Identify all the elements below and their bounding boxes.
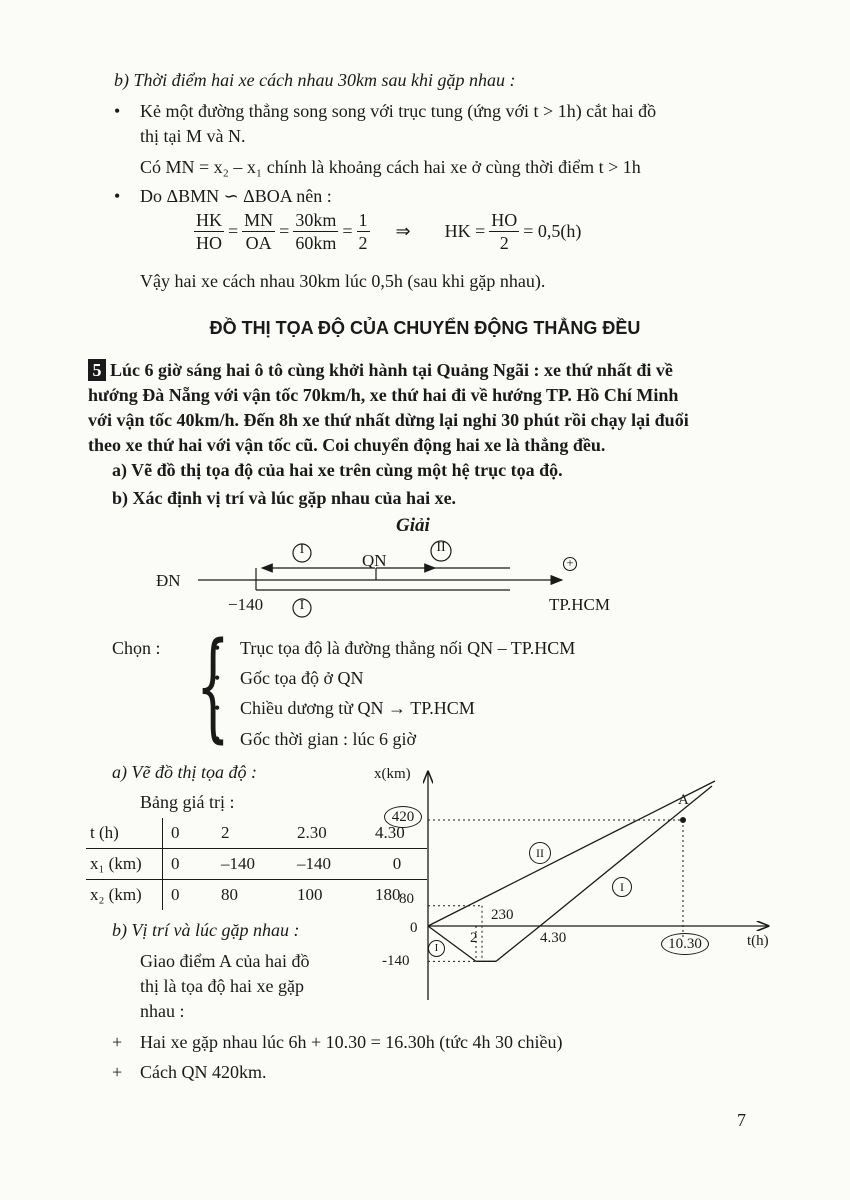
y-label-m140: -140 bbox=[382, 953, 410, 969]
road-dn: ĐN bbox=[156, 571, 181, 590]
table-cell: 0 bbox=[367, 849, 427, 880]
problem-line-1 bbox=[88, 358, 768, 383]
table-cell: x₁ (km) bbox=[86, 849, 163, 880]
chon-item-1: • Gốc tọa độ ở QN bbox=[240, 668, 364, 689]
mn-note: Có MN = x₂ – x₁ chính là khoảng cách hai xe ở cùng thời điểm t > 1h bbox=[140, 157, 641, 177]
frac-num: HO bbox=[491, 210, 518, 230]
table-cell: 100 bbox=[289, 880, 367, 911]
frac-num: 30km bbox=[295, 210, 337, 230]
problem-line-3: với vận tốc 40km/h. Đến 8h xe thứ nhất dừng lại nghỉ 30 phút rồi chạy lại đuổi bbox=[88, 410, 689, 430]
y-label-420: 420 bbox=[384, 806, 422, 828]
point-a bbox=[680, 817, 686, 823]
bullet-similar-triangles bbox=[140, 186, 332, 207]
plus-line-1 bbox=[112, 1032, 562, 1053]
frac-den: 2 bbox=[358, 233, 368, 253]
section-title: ĐỒ THỊ TỌA ĐỘ CỦA CHUYỂN ĐỘNG THẲNG ĐỀU bbox=[209, 318, 641, 338]
similar-triangles-text: Do ΔBMN ∽ ΔBOA nên : bbox=[140, 186, 332, 206]
point-a-label: A bbox=[678, 792, 689, 808]
bullet-parallel-line-2: thị tại M và N. bbox=[140, 126, 246, 146]
road-car1-return-label: I bbox=[299, 598, 305, 613]
frac-den: OA bbox=[245, 233, 272, 253]
table-cell: 2 bbox=[221, 823, 230, 842]
implies-arrow: ⇒ bbox=[395, 221, 411, 241]
frac-den: 2 bbox=[499, 233, 509, 253]
bullet-parallel-line-1: Kẻ một đường thẳng song song với trục tung (ứng với t > 1h) cắt hai đồ bbox=[140, 101, 657, 121]
table-cell: 0 bbox=[171, 823, 180, 842]
frac-mn-oa bbox=[242, 209, 275, 254]
page-number: 7 bbox=[737, 1110, 746, 1130]
table-cell: 4.30 bbox=[375, 823, 405, 842]
problem-number: 5 bbox=[88, 359, 106, 381]
table-cell: 0 bbox=[163, 849, 214, 880]
y-label-0: 0 bbox=[410, 920, 418, 936]
frac-hk-ho bbox=[194, 209, 224, 254]
line-car1-segment-3 bbox=[496, 926, 540, 961]
frac-den: HO bbox=[196, 233, 222, 253]
line-car2 bbox=[428, 781, 715, 926]
equals-sign: = bbox=[342, 221, 353, 241]
frac-num: MN bbox=[244, 210, 274, 230]
coordinate-graph bbox=[370, 760, 790, 1010]
problem-5 bbox=[88, 358, 768, 458]
meeting-distance: Cách QN 420km. bbox=[140, 1062, 267, 1082]
table-cell: –140 bbox=[213, 849, 289, 880]
equals-sign: = bbox=[228, 221, 239, 241]
x-axis-label: t(h) bbox=[747, 933, 769, 949]
line2-label: II bbox=[529, 842, 551, 864]
problem-line-2: hướng Đà Nẵng với vận tốc 70km/h, xe thứ hai đi về hướng TP. Hồ Chí Minh bbox=[88, 385, 679, 405]
frac-1-2 bbox=[357, 209, 370, 254]
plus-sign: + bbox=[112, 1032, 123, 1052]
frac-num: HK bbox=[196, 210, 222, 230]
solution-title: Giải bbox=[396, 515, 430, 536]
table-cell: 80 bbox=[213, 880, 289, 911]
question-a: a) Vẽ đồ thị tọa độ của hai xe trên cùng một hệ trục tọa độ. bbox=[112, 460, 563, 480]
part-b-meeting-title: b) Vị trí và lúc gặp nhau : bbox=[112, 920, 300, 940]
road-hcm: TP.HCM bbox=[549, 595, 610, 614]
road-minus140: −140 bbox=[228, 595, 264, 614]
table-cell: 0 bbox=[163, 880, 214, 911]
frac-den: 60km bbox=[295, 233, 337, 253]
t-label-1030: 10.30 bbox=[661, 933, 709, 955]
start1-label: I bbox=[428, 940, 445, 957]
table-title: Bảng giá trị : bbox=[140, 792, 235, 812]
road-qn: QN bbox=[362, 551, 387, 570]
part-b-text-3: nhau : bbox=[140, 1001, 185, 1021]
meeting-time: Hai xe gặp nhau lúc 6h + 10.30 = 16.30h (tức 4h 30 chiều) bbox=[140, 1032, 563, 1052]
plus-sign: + bbox=[112, 1062, 123, 1082]
part-b-title: b) Thời điểm hai xe cách nhau 30km sau khi gặp nhau : bbox=[114, 70, 516, 90]
table-cell: 2.30 bbox=[297, 823, 327, 842]
y-axis-label: x(km) bbox=[374, 766, 411, 782]
plus-line-2 bbox=[112, 1062, 266, 1083]
t-label-230: 230 bbox=[491, 907, 514, 923]
road-car2-label: II bbox=[436, 540, 446, 555]
problem-text: Lúc 6 giờ sáng hai ô tô cùng khởi hành tại Quảng Ngãi : xe thứ nhất đi về bbox=[110, 360, 673, 380]
chon-item-3: • Gốc thời gian : lúc 6 giờ bbox=[240, 729, 416, 750]
road-car1-label: I bbox=[299, 542, 305, 557]
chon-label: Chọn : bbox=[112, 638, 161, 658]
ratio-equation bbox=[190, 209, 581, 254]
chon-item-2: • Chiều dương từ QN → TP.HCM bbox=[240, 698, 475, 719]
table-cell: x₂ (km) bbox=[86, 880, 163, 911]
t-label-430: 4.30 bbox=[540, 930, 567, 946]
hk-lhs: HK = bbox=[444, 221, 486, 241]
table-cell: 180 bbox=[367, 880, 427, 911]
line1-label: I bbox=[612, 877, 632, 897]
equals-sign: = bbox=[279, 221, 290, 241]
question-b: b) Xác định vị trí và lúc gặp nhau của hai xe. bbox=[112, 488, 457, 508]
frac-ho-2 bbox=[489, 209, 519, 254]
table-cell: –140 bbox=[289, 849, 367, 880]
t-label-2: 2 bbox=[470, 930, 478, 946]
hk-result: = 0,5(h) bbox=[523, 221, 582, 241]
bullet-parallel-line bbox=[140, 101, 656, 122]
part-b-text-2: thị là tọa độ hai xe gặp bbox=[140, 976, 304, 996]
y-label-80: 80 bbox=[399, 891, 414, 907]
problem-line-4: theo xe thứ hai với vận tốc cũ. Coi chuyển động hai xe là thẳng đều. bbox=[88, 435, 606, 455]
conclusion: Vậy hai xe cách nhau 30km lúc 0,5h (sau khi gặp nhau). bbox=[140, 271, 546, 291]
table-cell: t (h) bbox=[86, 818, 163, 849]
chon-item-0: • Trục tọa độ là đường thẳng nối QN – TP.HCM bbox=[240, 638, 575, 659]
road-plus: + bbox=[566, 555, 574, 570]
part-b-text-1: Giao điểm A của hai đồ bbox=[140, 951, 310, 971]
part-a-title: a) Vẽ đồ thị tọa độ : bbox=[112, 762, 257, 782]
frac-30-60 bbox=[293, 209, 338, 254]
frac-num: 1 bbox=[358, 210, 368, 230]
chon-brace: { bbox=[196, 616, 230, 754]
